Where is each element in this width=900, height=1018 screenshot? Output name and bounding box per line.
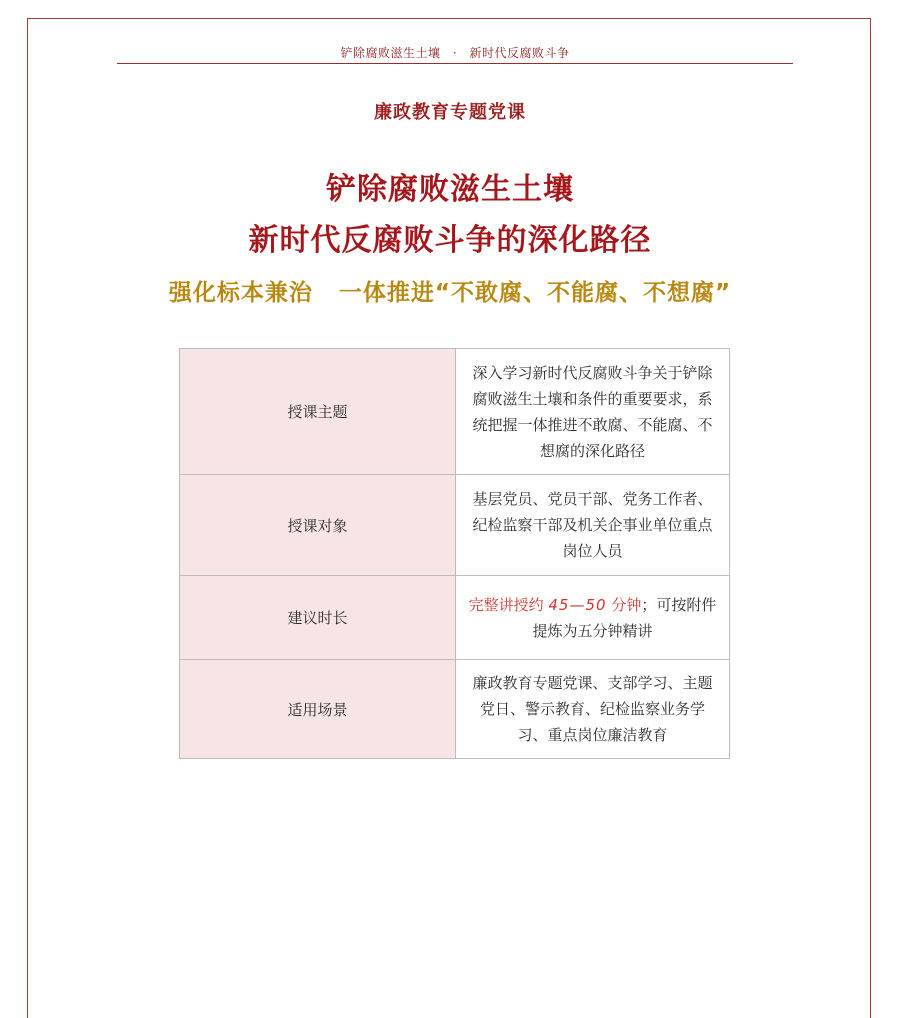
course-info-table [179,348,730,759]
title-line-1: 铲除腐败滋生土壤 [326,172,574,207]
row-value: 深入学习新时代反腐败斗争关于铲除腐败滋生土壤和条件的重要要求，系统把握一体推进不敢腐、不能腐、不想腐的深化路径 [455,349,729,475]
running-header-left: 铲除腐败滋生土壤 [340,46,441,60]
row-label: 适用场景 [180,660,456,759]
row-value-duration [455,576,729,660]
running-header [117,44,793,61]
duration-pre: 完整讲授约 [468,595,544,614]
running-header-right: 新时代反腐败斗争 [469,46,570,60]
row-value: 基层党员、党员干部、党务工作者、纪检监察干部及机关企事业单位重点岗位人员 [455,475,729,576]
subtitle-part-2: 一体推进“不敢腐、不能腐、不想腐” [338,280,732,306]
running-header-separator: · [452,46,458,60]
row-value: 廉政教育专题党课、支部学习、主题党日、警示教育、纪检监察业务学习、重点岗位廉洁教育 [455,660,729,759]
row-label: 授课主题 [180,349,456,475]
header-rule [117,63,793,64]
subtitle [0,274,900,307]
table-row [180,475,730,576]
row-label: 授课对象 [180,475,456,576]
subtitle-part-1: 强化标本兼治 [168,280,313,306]
table-row [180,660,730,759]
row-label: 建议时长 [180,576,456,660]
duration-highlight [469,596,642,614]
duration-unit: 分钟 [611,595,642,614]
duration-number: 45—50 [548,595,607,614]
duration-rest: ；可按附件提炼为五分钟精讲 [532,595,717,640]
table-row [180,349,730,475]
kicker: 廉政教育专题党课 [374,102,526,123]
table-row [180,576,730,660]
title-line-2: 新时代反腐败斗争的深化路径 [248,223,652,258]
